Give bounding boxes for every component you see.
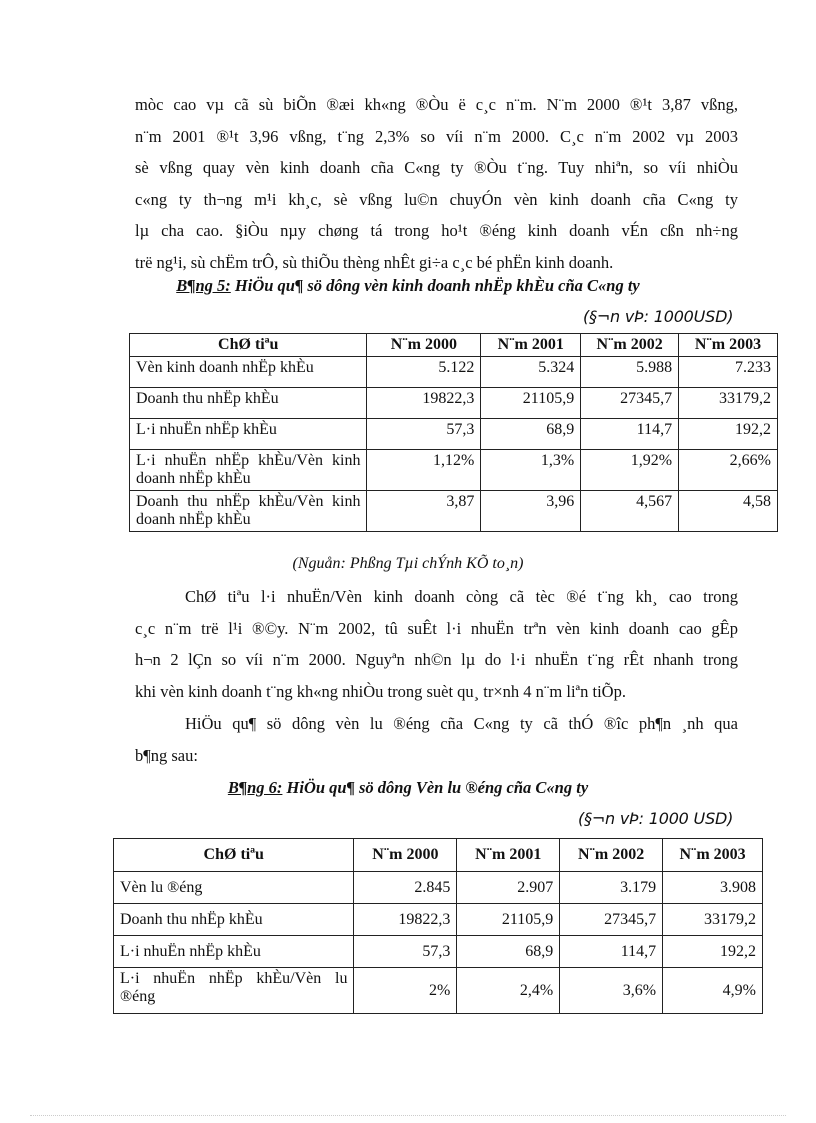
table-row xyxy=(114,936,763,968)
table6-title-label: B¶ng 6: xyxy=(227,778,283,797)
cell-value: 27345,7 xyxy=(581,388,679,419)
row-label: L·i nhuËn nhËp khÈu xyxy=(114,936,354,968)
cell-value: 2,4% xyxy=(457,968,560,1014)
cell-value: 3.179 xyxy=(560,872,663,904)
table5-title-text: HiÖu qu¶ sö dông vèn kinh doanh nhËp khÈu cña C«ng ty xyxy=(230,276,640,295)
table-header-cell: N¨m 2001 xyxy=(457,839,560,872)
table-header-cell: N¨m 2002 xyxy=(581,334,679,357)
page-bottom-divider xyxy=(30,1115,786,1116)
paragraph-line: ChØ tiªu l·i nhuËn/Vèn kinh doanh còng cã tèc ®é t¨ng kh¸ cao trong xyxy=(185,587,738,606)
cell-value: 68,9 xyxy=(457,936,560,968)
table-header-cell: N¨m 2000 xyxy=(354,839,457,872)
table-header-cell: N¨m 2002 xyxy=(560,839,663,872)
cell-value: 57,3 xyxy=(354,936,457,968)
table-row xyxy=(130,450,778,491)
table-header-row xyxy=(130,334,778,357)
table-header-cell: N¨m 2003 xyxy=(663,839,763,872)
cell-value: 57,3 xyxy=(367,419,481,450)
cell-value: 5.122 xyxy=(367,357,481,388)
cell-value: 19822,3 xyxy=(367,388,481,419)
cell-value: 1,3% xyxy=(481,450,581,491)
paragraph-profit xyxy=(135,581,738,707)
table-header-cell: N¨m 2000 xyxy=(367,334,481,357)
paragraph-line: HiÖu qu¶ sö dông vèn lu ®éng cña C«ng ty cã thÓ ®îc ph¶n ¸nh qua xyxy=(185,714,738,733)
cell-value: 192,2 xyxy=(679,419,778,450)
table5-unit: (§¬n vÞ: 1000USD) xyxy=(583,307,734,326)
cell-value: 3.908 xyxy=(663,872,763,904)
table6-unit: (§¬n vÞ: 1000 USD) xyxy=(578,809,734,828)
table5-title-label: B¶ng 5: xyxy=(176,276,231,295)
cell-value: 4,567 xyxy=(581,491,679,532)
paragraph-line: sè vßng quay vèn kinh doanh cña C«ng ty ®Òu t¨ng. Tuy nhiªn, so víi nhiÒu xyxy=(135,158,738,177)
cell-value: 19822,3 xyxy=(354,904,457,936)
cell-value: 3,6% xyxy=(560,968,663,1014)
cell-value: 21105,9 xyxy=(481,388,581,419)
cell-value: 114,7 xyxy=(560,936,663,968)
paragraph-line: lµ cha cao. §iÒu nµy chøng tá trong ho¹t ®éng kinh doanh vÉn cßn nh÷ng xyxy=(135,221,738,240)
table6 xyxy=(113,838,763,1014)
table6-title-text: HiÖu qu¶ sö dông Vèn lu ®éng cña C«ng ty xyxy=(282,778,589,797)
cell-value: 114,7 xyxy=(581,419,679,450)
table-header-cell: ChØ tiªu xyxy=(130,334,367,357)
cell-value: 2.907 xyxy=(457,872,560,904)
cell-value: 2.845 xyxy=(354,872,457,904)
table6-title xyxy=(0,778,816,798)
paragraph-line: n¨m 2001 ®¹t 3,96 vßng, t¨ng 2,3% so víi n¨m 2000. C¸c n¨m 2002 vµ 2003 xyxy=(135,126,738,146)
table-row xyxy=(114,904,763,936)
table-row xyxy=(130,357,778,388)
paragraph-working-capital xyxy=(135,708,738,771)
table5-title xyxy=(0,276,816,296)
cell-value: 33179,2 xyxy=(679,388,778,419)
cell-value: 192,2 xyxy=(663,936,763,968)
table-header-cell: ChØ tiªu xyxy=(114,839,354,872)
table-header-cell: N¨m 2003 xyxy=(679,334,778,357)
table-header-row xyxy=(114,839,763,872)
cell-value: 4,58 xyxy=(679,491,778,532)
paragraph-line: c«ng ty th¬ng m¹i kh¸c, sè vßng lu©n chuyÓn vèn kinh doanh cña C«ng ty xyxy=(135,189,738,209)
cell-value: 1,92% xyxy=(581,450,679,491)
cell-value: 4,9% xyxy=(663,968,763,1014)
cell-value: 68,9 xyxy=(481,419,581,450)
row-label: Vèn kinh doanh nhËp khÈu xyxy=(130,357,367,388)
row-label: Doanh thu nhËp khÈu xyxy=(114,904,354,936)
paragraph-line: khi vèn kinh doanh t¨ng kh«ng nhiÒu trong suèt qu¸ tr×nh 4 n¨m liªn tiÕp. xyxy=(135,681,626,701)
paragraph-line: trë ng¹i, sù chËm trÔ, sù thiÕu thèng nhÊt gi÷a c¸c bé phËn kinh doanh. xyxy=(135,252,614,272)
cell-value: 2,66% xyxy=(679,450,778,491)
table-header-cell: N¨m 2001 xyxy=(481,334,581,357)
row-label: Vèn lu ®éng xyxy=(114,872,354,904)
cell-value: 1,12% xyxy=(367,450,481,491)
cell-value: 5.324 xyxy=(481,357,581,388)
cell-value: 27345,7 xyxy=(560,904,663,936)
table-row xyxy=(130,388,778,419)
table5-source: (Nguån: Phßng Tµi chÝnh KÕ to¸n) xyxy=(292,555,524,572)
table-row xyxy=(130,419,778,450)
paragraph-turnover xyxy=(135,89,738,278)
table-row xyxy=(130,491,778,532)
row-label: L·i nhuËn nhËp khÈu xyxy=(130,419,367,450)
paragraph-line: c¸c n¨m trë l¹i ®©y. N¨m 2002, tû suÊt l·i nhuËn trªn vèn kinh doanh cao gÊp xyxy=(135,618,738,638)
cell-value: 5.988 xyxy=(581,357,679,388)
row-label: L·i nhuËn nhËp khÈu/Vèn lu ®éng xyxy=(114,968,354,1014)
row-label: L·i nhuËn nhËp khÈu/Vèn kinh doanh nhËp khÈu xyxy=(130,450,367,491)
paragraph-line: b¶ng sau: xyxy=(135,745,198,765)
cell-value: 3,96 xyxy=(481,491,581,532)
paragraph-line: h¬n 2 lÇn so víi n¨m 2000. Nguyªn nh©n lµ do l·i nhuËn t¨ng rÊt nhanh trong xyxy=(135,650,738,669)
cell-value: 21105,9 xyxy=(457,904,560,936)
table-row xyxy=(114,968,763,1014)
row-label: Doanh thu nhËp khÈu xyxy=(130,388,367,419)
paragraph-line: mòc cao vµ cã sù biÕn ®æi kh«ng ®Òu ë c¸c n¨m. N¨m 2000 ®¹t 3,87 vßng, xyxy=(135,95,738,114)
table-row xyxy=(114,872,763,904)
table5 xyxy=(129,333,778,532)
cell-value: 3,87 xyxy=(367,491,481,532)
row-label: Doanh thu nhËp khÈu/Vèn kinh doanh nhËp khÈu xyxy=(130,491,367,532)
cell-value: 7.233 xyxy=(679,357,778,388)
cell-value: 2% xyxy=(354,968,457,1014)
cell-value: 33179,2 xyxy=(663,904,763,936)
